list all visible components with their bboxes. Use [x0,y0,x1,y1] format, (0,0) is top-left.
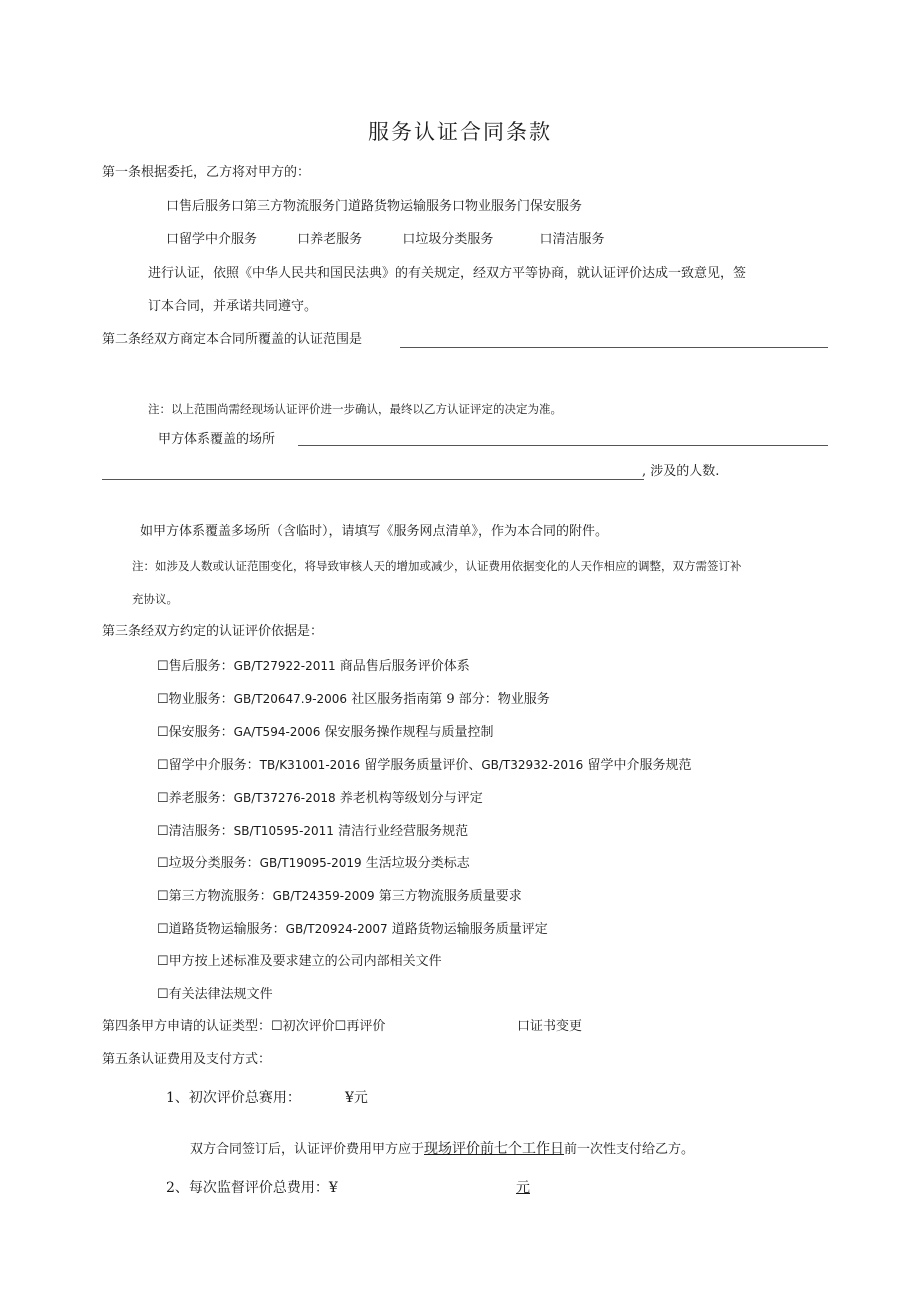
payment-terms: 双方合同签订后，认证评价费用甲方应于现场评价前七个工作日前一次性支付给乙方。 [190,1141,695,1157]
document-title: 服务认证合同条款 [368,120,552,144]
surveillance-fee-unit: 元 [516,1180,530,1196]
basis-item-security[interactable]: ☐保安服务：GA/T594-2006 保安服务操作规程与质量控制 [157,725,494,740]
basis-item-internal-docs[interactable]: ☐甲方按上述标准及要求建立的公司内部相关文件 [157,954,442,969]
option-study-agency: 口留学中介服务 [166,232,258,247]
option-certificate-change[interactable]: 口证书变更 [517,1019,583,1034]
option-cleaning: 口清洁服务 [539,232,605,247]
article1-paragraph-line2: 订本合同，并承诺共同遵守。 [148,299,318,314]
site-blank-line-2[interactable] [102,479,644,480]
basis-item-road-freight[interactable]: ☐道路货物运输服务：GB/T20924-2007 道路货物运输服务质量评定 [157,922,548,937]
checkbox-icon[interactable]: ☐ [157,987,169,1002]
scope-blank-line[interactable] [400,347,828,348]
basis-item-study-agency[interactable]: ☐留学中介服务：TB/K31001-2016 留学服务质量评价、GB/T32932-2016 留学中介服务规范 [157,758,692,773]
checkbox-icon[interactable]: ☐ [157,791,169,806]
basis-item-cleaning[interactable]: ☐清洁服务：SB/T10595-2011 清洁行业经营服务规范 [157,824,469,839]
article1-service-row1: 口售后服务口第三方物流服务门道路货物运输服务口物业服务门保安服务 [166,199,583,214]
option-initial-evaluation[interactable]: ☐初次评价 [271,1019,335,1034]
checkbox-icon[interactable]: ☐ [157,725,169,740]
article4-row [102,1018,385,1036]
article1-service-row2 [166,231,604,249]
checkbox-icon[interactable]: ☐ [157,659,169,674]
article2-note1: 注：以上范围尚需经现场认证评价进一步确认，最终以乙方认证评定的决定为准。 [148,402,562,416]
option-garbage-sorting: 口垃圾分类服务 [402,232,494,247]
basis-item-garbage-sorting[interactable]: ☐垃圾分类服务：GB/T19095-2019 生活垃圾分类标志 [157,856,470,871]
article4-heading: 第四条甲方申请的认证类型： [102,1019,272,1034]
checkbox-icon[interactable]: ☐ [157,824,169,839]
multi-site-note: 如甲方体系覆盖多场所（含临时），请填写《服务网点清单》，作为本合同的附件。 [140,524,609,539]
article2-note2-line2: 充协议。 [132,592,178,606]
checkbox-icon[interactable]: ☐ [157,758,169,773]
basis-item-after-sales[interactable]: ☐售后服务：GB/T27922-2011 商品售后服务评价体系 [157,659,470,674]
article2-note2-line1: 注：如涉及人数或认证范围变化，将导致审核人天的增加或减少，认证费用依据变化的人天作相应的调整，双方需签订补 [132,559,742,573]
article3-heading: 第三条经双方约定的认证评价依据是： [102,624,324,639]
surveillance-fee-label: 2、每次监督评价总费用：¥ [166,1180,338,1196]
article5-heading: 第五条认证费用及支付方式： [102,1052,272,1067]
initial-fee-unit: ¥元 [345,1090,368,1106]
checkbox-icon[interactable]: ☐ [157,922,169,937]
initial-fee-label: 1、初次评价总赛用： [166,1090,301,1106]
basis-item-elderly-care[interactable]: ☐养老服务：GB/T37276-2018 养老机构等级划分与评定 [157,791,483,806]
people-count-label: , 涉及的人数. [642,464,720,479]
site-blank-line[interactable] [298,445,828,446]
site-label: 甲方体系覆盖的场所 [158,432,276,447]
checkbox-icon[interactable]: ☐ [157,856,169,871]
basis-item-logistics[interactable]: ☐第三方物流服务：GB/T24359-2009 第三方物流服务质量要求 [157,889,522,904]
basis-item-property[interactable]: ☐物业服务：GB/T20647.9-2006 社区服务指南第 9 部分：物业服务 [157,692,550,707]
checkbox-icon[interactable]: ☐ [157,692,169,707]
article2-heading: 第二条经双方商定本合同所覆盖的认证范围是 [102,332,363,347]
checkbox-icon[interactable]: ☐ [157,889,169,904]
basis-item-laws[interactable]: ☐有关法律法规文件 [157,987,273,1002]
article1-paragraph-line1: 进行认证，依照《中华人民共和国民法典》的有关规定，经双方平等协商，就认证评价达成一致意见，签 [148,266,747,281]
payment-deadline: 现场评价前七个工作日 [424,1141,565,1157]
checkbox-icon[interactable]: ☐ [157,954,169,969]
option-re-evaluation[interactable]: ☐再评价 [334,1019,386,1034]
article1-heading: 第一条根据委托，乙方将对甲方的： [102,165,311,180]
option-elderly-care: 口养老服务 [297,232,363,247]
